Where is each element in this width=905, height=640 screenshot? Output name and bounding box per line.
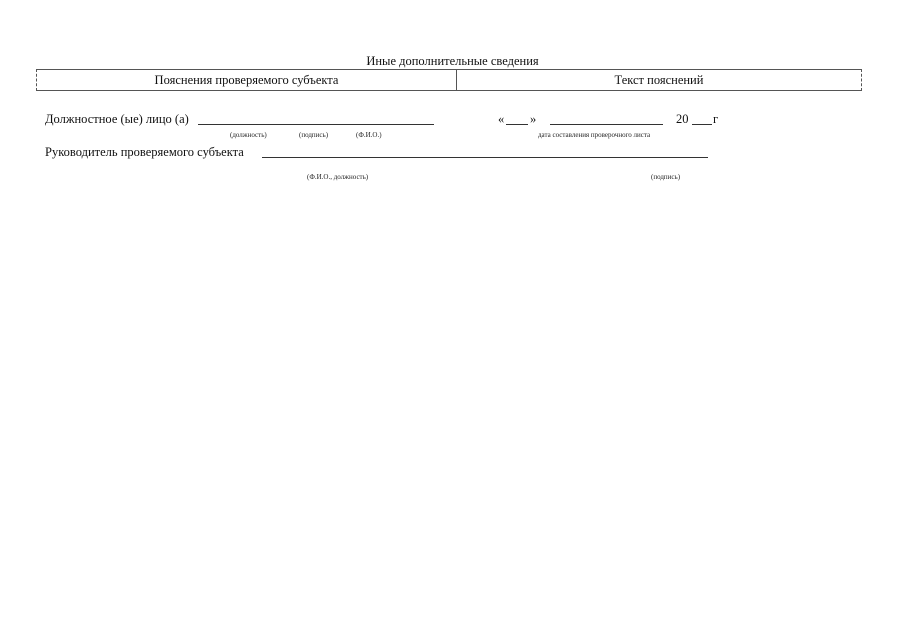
date-close-quote: » xyxy=(530,112,537,126)
date-year-line xyxy=(692,124,712,125)
date-century: 20 xyxy=(676,112,689,126)
caption-name-position: (Ф.И.О., должность) xyxy=(307,173,369,181)
caption-signature: (подпись) xyxy=(299,131,329,139)
caption-position: (должность) xyxy=(230,131,267,139)
head-label: Руководитель проверяемого субъекта xyxy=(45,145,244,159)
date-open-quote: « xyxy=(498,112,505,126)
date-year-suffix: г xyxy=(713,112,719,126)
document-title: Иные дополнительные сведения xyxy=(366,54,539,68)
date-day-line xyxy=(506,124,528,125)
explanations-table xyxy=(36,69,862,91)
caption-name: (Ф.И.О.) xyxy=(356,131,382,139)
date-caption: дата составления проверочного листа xyxy=(538,131,651,139)
officials-signature-line xyxy=(198,124,434,125)
table-header-explanations: Пояснения проверяемого субъекта xyxy=(37,70,457,90)
table-header-explanation-text: Текст пояснений xyxy=(614,72,704,87)
head-signature-line xyxy=(262,157,708,158)
date-month-line xyxy=(550,124,663,125)
officials-label: Должностное (ые) лицо (а) xyxy=(45,112,189,126)
caption-head-signature: (подпись) xyxy=(651,173,681,181)
